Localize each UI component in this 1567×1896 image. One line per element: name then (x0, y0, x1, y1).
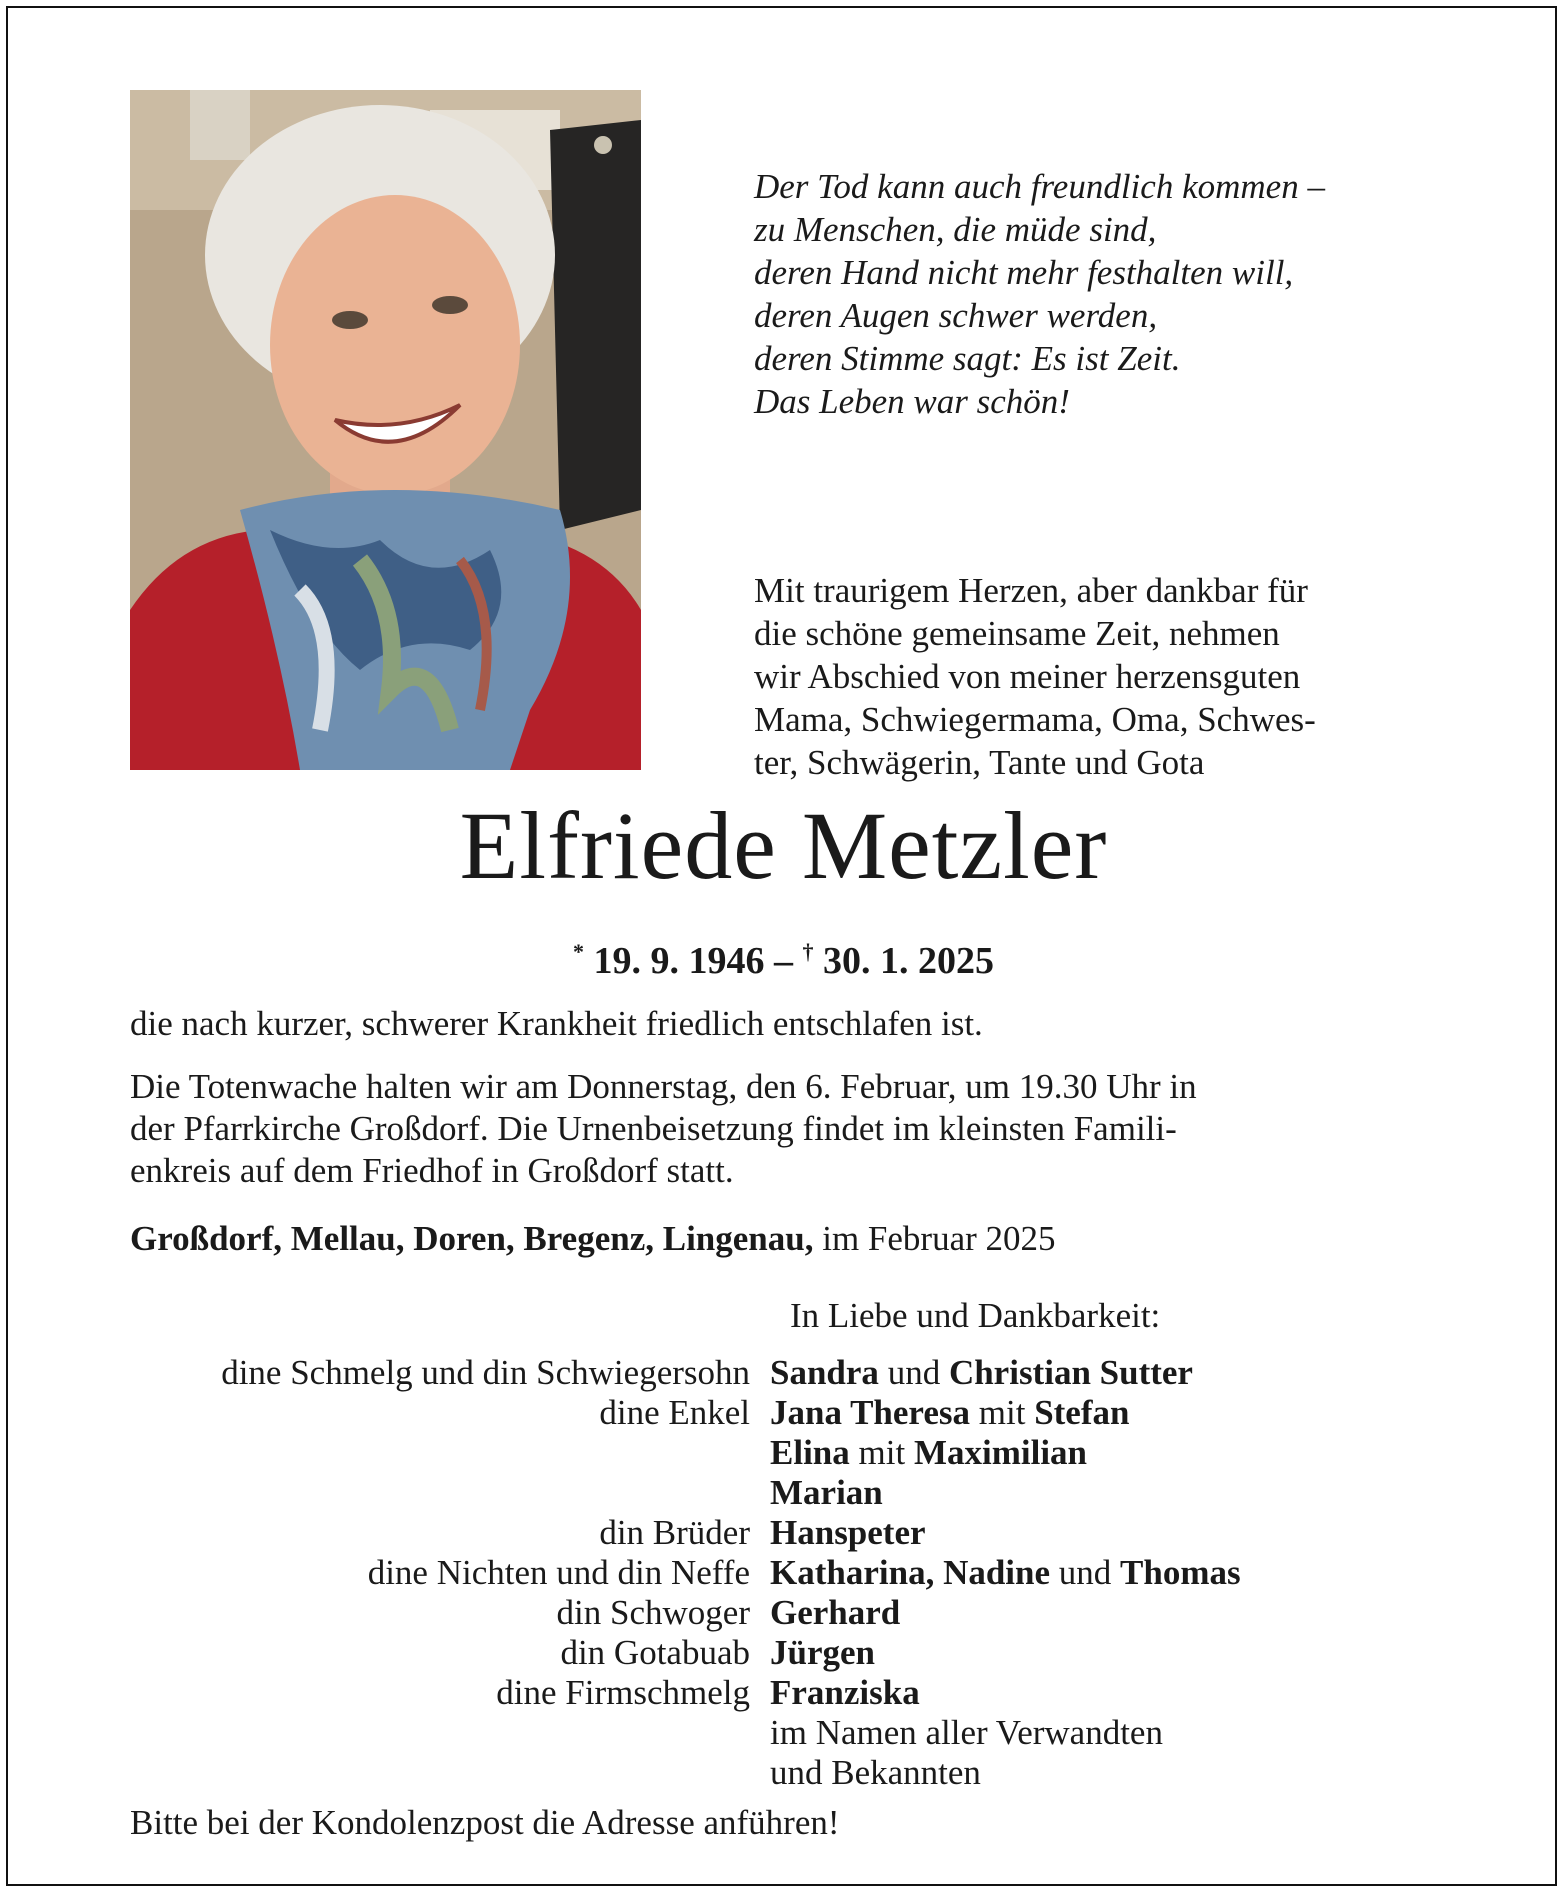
relative-name: Stefan (1034, 1393, 1130, 1432)
relative-name: Christian Sutter (948, 1353, 1193, 1392)
poem (754, 165, 1474, 423)
relative-row (100, 1593, 1540, 1633)
poem-line: deren Augen schwer werden, (754, 296, 1158, 335)
connector: und (878, 1353, 949, 1392)
relation-label: dine Nichten und din Neffe (367, 1553, 750, 1592)
life-dates (0, 930, 1567, 983)
footer-note: Bitte bei der Kondolenzpost die Adresse anführen! (130, 1803, 840, 1842)
relation-label (100, 1433, 770, 1473)
relative-name: Maximilian (913, 1433, 1088, 1472)
relation-label: dine Firmschmelg (496, 1673, 750, 1712)
intro-line: die schöne gemeinsame Zeit, nehmen (754, 614, 1280, 653)
poem-line: zu Menschen, die müde sind, (754, 210, 1157, 249)
relative-row (100, 1553, 1540, 1593)
wake-info-line: der Pfarrkirche Großdorf. Die Urnenbeisetzung findet im kleinsten Famili- (130, 1109, 1177, 1148)
wake-info (130, 1066, 1440, 1192)
intro-line: wir Abschied von meiner herzensguten (754, 657, 1301, 696)
issue-date: im Februar 2025 (813, 1219, 1056, 1258)
death-statement (130, 1003, 1440, 1045)
closing-row (100, 1713, 1540, 1753)
poem-line: deren Hand nicht mehr festhalten will, (754, 253, 1294, 292)
death-symbol: † (802, 939, 814, 964)
wake-info-line: enkreis auf dem Friedhof in Großdorf statt. (130, 1151, 734, 1190)
relative-name: Sandra (770, 1353, 879, 1392)
relative-name: Gerhard (770, 1593, 901, 1632)
relative-name: Hanspeter (770, 1513, 926, 1552)
birth-date: 19. 9. 1946 (593, 940, 765, 982)
connector: mit (849, 1433, 914, 1472)
intro-line: ter, Schwägerin, Tante und Gota (754, 743, 1205, 782)
places: Großdorf, Mellau, Doren, Bregenz, Lingenau, (130, 1219, 814, 1258)
relation-label: dine Enkel (599, 1393, 750, 1432)
relative-row (100, 1513, 1540, 1553)
relation-label: din Schwoger (556, 1593, 750, 1632)
relative-name: Marian (770, 1473, 883, 1512)
connector: mit (970, 1393, 1035, 1432)
thanks-heading: In Liebe und Dankbarkeit: (790, 1296, 1161, 1335)
relative-row (100, 1393, 1540, 1433)
poem-line: deren Stimme sagt: Es ist Zeit. (754, 339, 1181, 378)
date-separator: – (774, 940, 793, 982)
closing-row (100, 1753, 1540, 1793)
relative-name: Elina (770, 1433, 850, 1472)
intro-line: Mit traurigem Herzen, aber dankbar für (754, 571, 1308, 610)
relation-label: dine Schmelg und din Schwiegersohn (221, 1353, 750, 1392)
connector: und (1050, 1553, 1121, 1592)
relatives-list (100, 1353, 1540, 1793)
closing-line: im Namen aller Verwandten (770, 1713, 1163, 1752)
portrait-photo-icon (130, 90, 641, 770)
relative-names (770, 1553, 1540, 1593)
deceased-name: Elfriede Metzler (459, 792, 1108, 899)
poem-line: Der Tod kann auch freundlich kommen – (754, 167, 1325, 206)
relative-name: Jürgen (770, 1633, 875, 1672)
birth-symbol: * (573, 939, 584, 964)
relative-names (770, 1433, 1540, 1473)
relative-row (100, 1353, 1540, 1393)
relative-name: Katharina, Nadine (770, 1553, 1051, 1592)
relation-label: din Brüder (599, 1513, 750, 1552)
poem-line: Das Leben war schön! (754, 382, 1070, 421)
places-date (130, 1218, 1440, 1260)
relative-row (100, 1433, 1540, 1473)
intro-text (754, 569, 1439, 784)
relative-name: Franziska (770, 1673, 920, 1712)
relative-name: Jana Theresa (770, 1393, 970, 1432)
relative-names (770, 1513, 1540, 1553)
death-statement-line: die nach kurzer, schwerer Krankheit friedlich entschlafen ist. (130, 1004, 983, 1043)
relative-names (770, 1673, 1540, 1713)
relation-label: din Gotabuab (560, 1633, 750, 1672)
relative-names (770, 1393, 1540, 1433)
relative-names (770, 1593, 1540, 1633)
portrait-photo (130, 90, 641, 770)
relative-row (100, 1473, 1540, 1513)
death-date: 30. 1. 2025 (823, 940, 994, 982)
relative-row (100, 1673, 1540, 1713)
relative-names (770, 1473, 1540, 1513)
closing-line: und Bekannten (770, 1753, 981, 1792)
relative-row (100, 1633, 1540, 1673)
intro-line: Mama, Schwiegermama, Oma, Schwes- (754, 700, 1316, 739)
relation-label (100, 1473, 770, 1513)
relative-names (770, 1633, 1540, 1673)
relative-names (770, 1353, 1540, 1393)
empty-label (100, 1753, 770, 1793)
wake-info-line: Die Totenwache halten wir am Donnerstag, den 6. Februar, um 19.30 Uhr in (130, 1067, 1197, 1106)
relative-name: Thomas (1120, 1553, 1241, 1592)
empty-label (100, 1713, 770, 1753)
